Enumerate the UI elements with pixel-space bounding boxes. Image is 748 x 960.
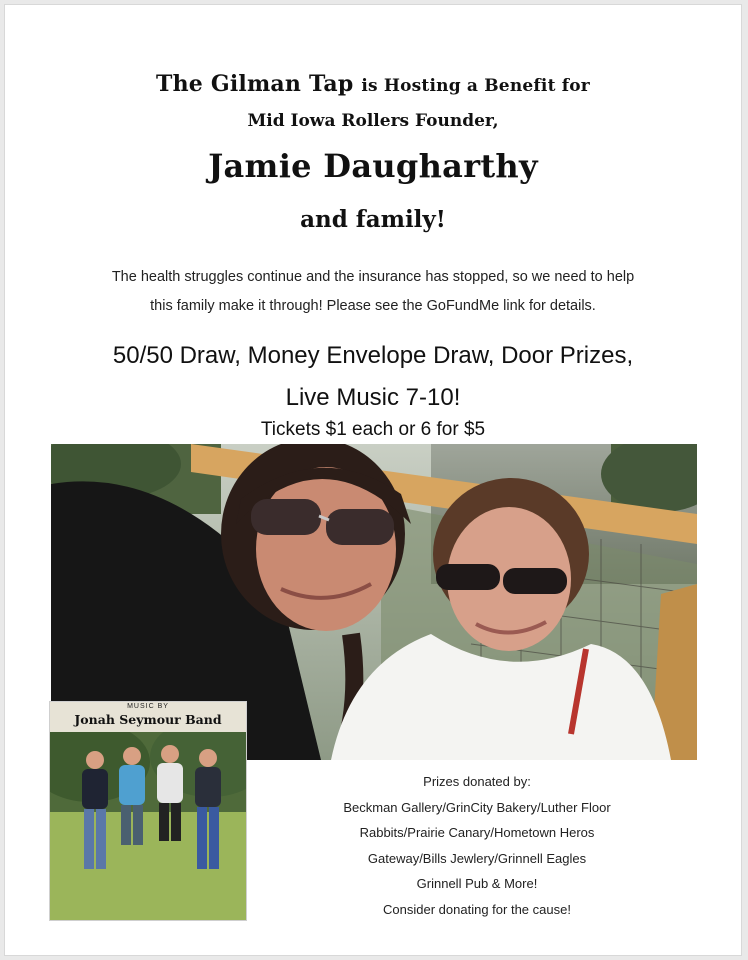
prize-line: Rabbits/Prairie Canary/Hometown Heros — [359, 825, 595, 840]
headline-founder: Mid Iowa Rollers Founder, — [247, 111, 499, 131]
donate-note: Consider donating for the cause! — [383, 901, 571, 917]
band-photo — [49, 701, 247, 921]
band-title — [50, 702, 246, 732]
headline-venue — [5, 71, 741, 97]
description-line-2: this family make it through! Please see the GoFundMe link for details. — [150, 298, 596, 314]
venue-name: The Gilman Tap — [156, 71, 354, 97]
headline-benefit-text: is Hosting a Benefit for — [361, 76, 590, 96]
tickets-info: Tickets $1 each or 6 for $5 — [260, 419, 486, 440]
flyer-page — [4, 4, 742, 956]
events-line-2: Live Music 7-10! — [285, 384, 461, 411]
band-name: Jonah Seymour Band — [74, 712, 222, 727]
prize-line: Gateway/Bills Jewlery/Grinnell Eagles — [367, 850, 587, 866]
honoree-name: Jamie Daugharthy — [208, 147, 538, 185]
description-line-1: The health struggles continue and the insurance has stopped, so we need to help — [111, 269, 635, 285]
events — [5, 335, 741, 419]
band-subtitle: MUSIC BY — [127, 703, 169, 710]
headline-family: and family! — [300, 206, 446, 233]
description — [5, 263, 741, 321]
events-line-1: 50/50 Draw, Money Envelope Draw, Door Prizes, — [112, 342, 634, 369]
prizes-list — [267, 769, 687, 922]
prizes-heading: Prizes donated by: — [423, 774, 531, 789]
prize-line: Beckman Gallery/GrinCity Bakery/Luther Floor — [343, 799, 611, 815]
prize-line: Grinnell Pub & More! — [416, 876, 538, 891]
band-photo-illustration — [50, 702, 247, 921]
